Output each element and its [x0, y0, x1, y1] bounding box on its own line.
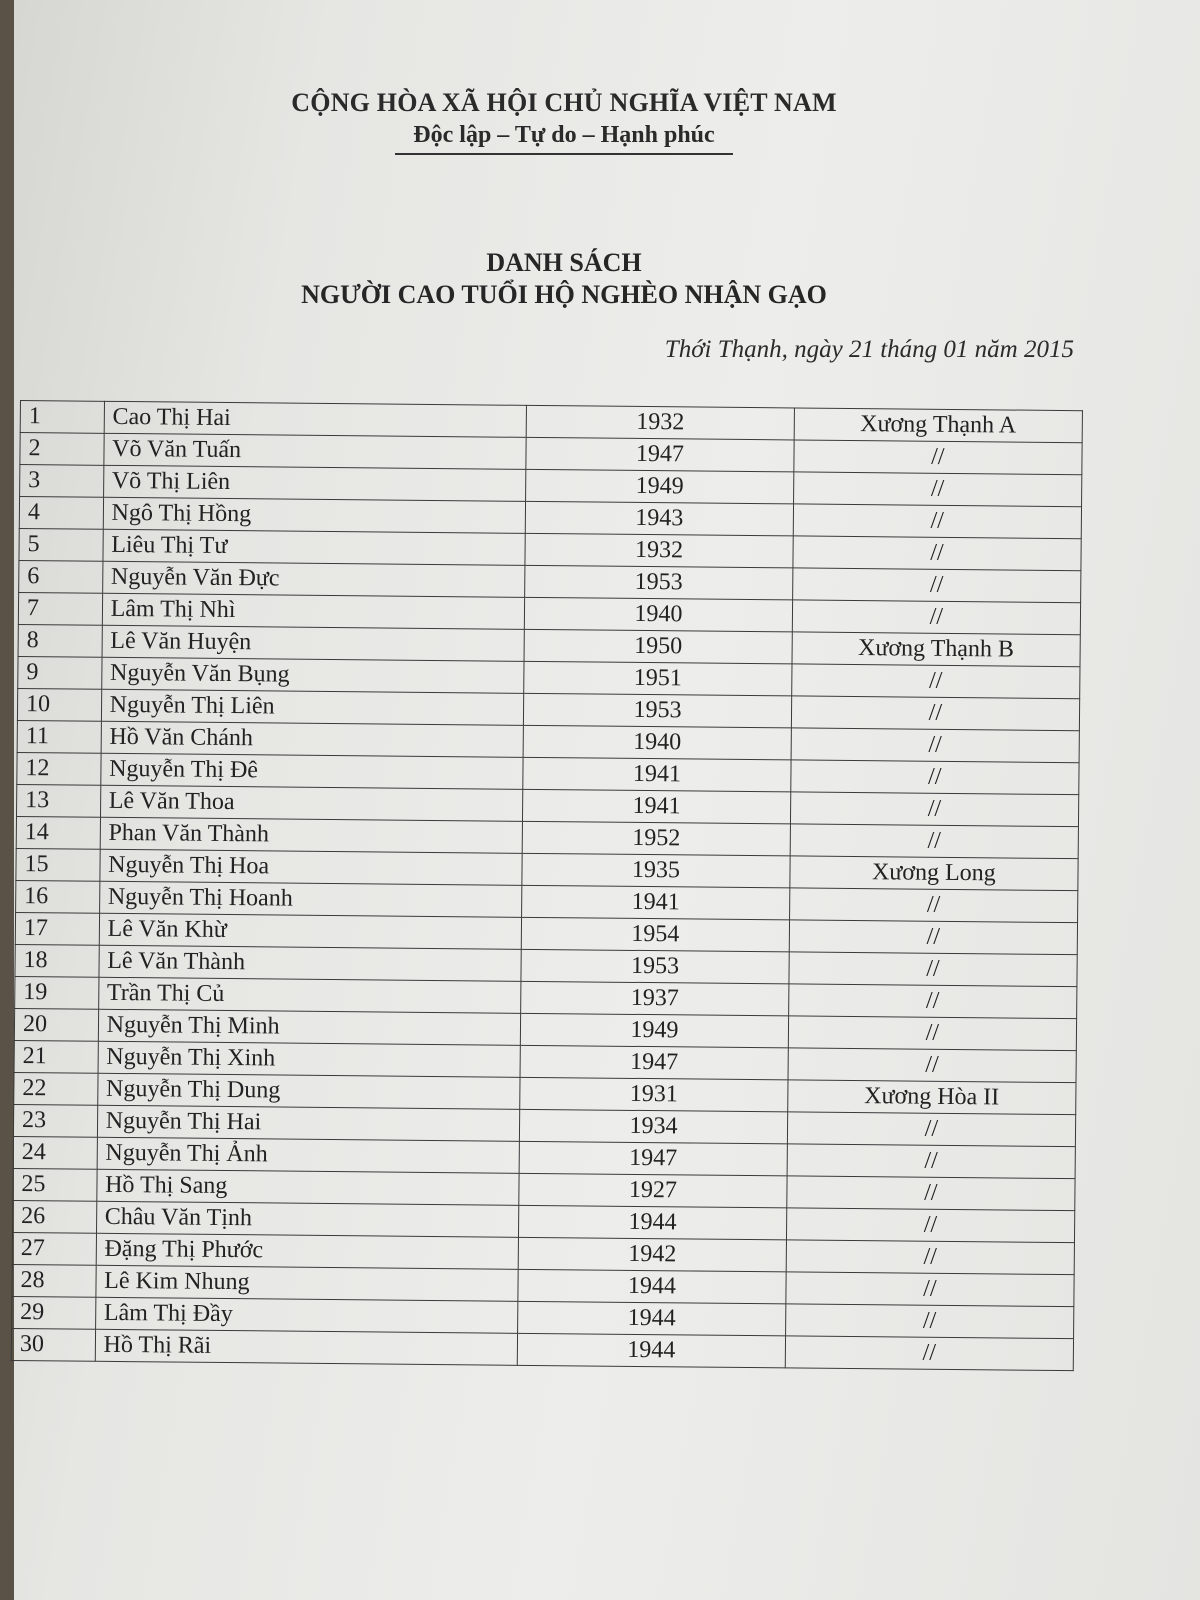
person-name: Lâm Thị Đầy — [95, 1297, 518, 1333]
hamlet-name: // — [786, 1240, 1075, 1275]
title-line-2: NGƯỜI CAO TUỔI HỘ NGHÈO NHẬN GẠO — [301, 280, 827, 309]
row-number: 9 — [18, 656, 102, 689]
birth-year: 1947 — [526, 437, 794, 472]
row-number: 15 — [16, 848, 100, 881]
hamlet-name: Xương Thạnh A — [794, 408, 1083, 443]
hamlet-name: // — [791, 696, 1080, 731]
hamlet-name: // — [789, 920, 1078, 955]
row-number: 5 — [19, 528, 103, 561]
birth-year: 1951 — [524, 661, 792, 696]
birth-year: 1952 — [522, 821, 790, 856]
person-name: Nguyễn Thị Đê — [100, 753, 523, 789]
hamlet-name: // — [791, 760, 1080, 795]
recipient-table — [11, 400, 1083, 1371]
hamlet-name: // — [792, 568, 1081, 603]
row-number: 10 — [17, 688, 101, 721]
row-number: 1 — [20, 401, 104, 434]
place-date-line: Thới Thạnh, ngày 21 tháng 01 năm 2015 — [664, 336, 1074, 363]
hamlet-name: Xương Hòa II — [787, 1080, 1076, 1115]
document-title — [244, 248, 884, 310]
person-name: Nguyễn Văn Bụng — [101, 657, 524, 693]
country-name: CỘNG HÒA XÃ HỘI CHỦ NGHĨA VIỆT NAM — [291, 88, 837, 117]
hamlet-name: // — [787, 1144, 1076, 1179]
hamlet-name: // — [791, 728, 1080, 763]
person-name: Cao Thị Hai — [104, 401, 527, 437]
hamlet-name: // — [789, 888, 1078, 923]
person-name: Võ Thị Liên — [103, 465, 526, 501]
hamlet-name: // — [788, 984, 1077, 1019]
row-number: 16 — [16, 880, 100, 913]
person-name: Ngô Thị Hồng — [103, 497, 526, 533]
row-number: 17 — [15, 912, 99, 945]
person-name: Lê Văn Huyện — [102, 625, 525, 661]
person-name: Nguyễn Thị Xinh — [98, 1041, 521, 1077]
national-header — [244, 88, 884, 155]
hamlet-name: // — [790, 792, 1079, 827]
row-number: 4 — [19, 497, 103, 530]
row-number: 11 — [17, 720, 101, 753]
person-name: Lâm Thị Nhì — [102, 593, 525, 629]
row-number: 12 — [17, 752, 101, 785]
row-number: 21 — [14, 1040, 98, 1073]
row-number: 2 — [20, 433, 104, 466]
person-name: Nguyễn Thị Ảnh — [97, 1137, 520, 1173]
person-name: Châu Văn Tịnh — [96, 1201, 519, 1237]
birth-year: 1944 — [518, 1269, 786, 1304]
hamlet-name: // — [788, 1016, 1077, 1051]
hamlet-name: // — [793, 504, 1082, 539]
hamlet-name: // — [794, 440, 1083, 475]
person-name: Lê Văn Thoa — [100, 785, 523, 821]
row-number: 8 — [18, 624, 102, 657]
person-name: Liêu Thị Tư — [103, 529, 526, 565]
birth-year: 1941 — [522, 885, 790, 920]
birth-year: 1931 — [520, 1077, 788, 1112]
person-name: Hồ Thị Rãi — [95, 1329, 518, 1365]
row-number: 27 — [12, 1232, 96, 1265]
birth-year: 1944 — [519, 1205, 787, 1240]
row-number: 22 — [14, 1072, 98, 1105]
hamlet-name: // — [790, 824, 1079, 859]
row-number: 24 — [13, 1136, 97, 1169]
person-name: Hồ Văn Chánh — [101, 721, 524, 757]
person-name: Lê Văn Khừ — [99, 913, 522, 949]
hamlet-name: // — [793, 472, 1082, 507]
person-name: Nguyễn Văn Đực — [102, 561, 525, 597]
row-number: 23 — [13, 1104, 97, 1137]
birth-year: 1934 — [520, 1109, 788, 1144]
hamlet-name: // — [788, 1048, 1077, 1083]
hamlet-name: // — [785, 1304, 1074, 1339]
row-number: 26 — [13, 1200, 97, 1233]
row-number: 28 — [12, 1264, 96, 1297]
person-name: Lê Văn Thành — [99, 945, 522, 981]
hamlet-name: // — [792, 600, 1081, 635]
row-number: 13 — [17, 784, 101, 817]
row-number: 3 — [20, 465, 104, 498]
hamlet-name: // — [793, 536, 1082, 571]
birth-year: 1935 — [522, 853, 790, 888]
birth-year: 1953 — [524, 693, 792, 728]
person-name: Nguyễn Thị Dung — [97, 1073, 520, 1109]
row-number: 14 — [16, 816, 100, 849]
person-name: Lê Kim Nhung — [96, 1265, 519, 1301]
birth-year: 1947 — [520, 1045, 788, 1080]
row-number: 18 — [15, 944, 99, 977]
birth-year: 1942 — [518, 1237, 786, 1272]
hamlet-name: // — [787, 1176, 1076, 1211]
birth-year: 1950 — [524, 629, 792, 664]
birth-year: 1932 — [525, 533, 793, 568]
birth-year: 1940 — [523, 725, 791, 760]
hamlet-name: // — [785, 1336, 1074, 1371]
person-name: Phan Văn Thành — [100, 817, 523, 853]
hamlet-name: // — [786, 1208, 1075, 1243]
birth-year: 1941 — [523, 789, 791, 824]
birth-year: 1943 — [525, 501, 793, 536]
row-number: 25 — [13, 1168, 97, 1201]
birth-year: 1949 — [526, 469, 794, 504]
row-number: 20 — [14, 1008, 98, 1041]
person-name: Nguyễn Thị Liên — [101, 689, 524, 725]
birth-year: 1947 — [519, 1141, 787, 1176]
birth-year: 1941 — [523, 757, 791, 792]
row-number: 6 — [19, 560, 103, 593]
person-name: Nguyễn Thị Hai — [97, 1105, 520, 1141]
row-number: 7 — [18, 592, 102, 625]
birth-year: 1944 — [517, 1333, 785, 1368]
person-name: Hồ Thị Sang — [96, 1169, 519, 1205]
row-number: 19 — [15, 976, 99, 1009]
title-line-1: DANH SÁCH — [486, 248, 642, 277]
hamlet-name: // — [786, 1272, 1075, 1307]
birth-year: 1954 — [521, 917, 789, 952]
hamlet-name: Xương Thạnh B — [792, 632, 1081, 667]
row-number: 29 — [12, 1296, 96, 1329]
birth-year: 1940 — [525, 597, 793, 632]
person-name: Nguyễn Thị Minh — [98, 1009, 521, 1045]
birth-year: 1932 — [526, 405, 794, 440]
birth-year: 1953 — [525, 565, 793, 600]
person-name: Đặng Thị Phước — [96, 1233, 519, 1269]
birth-year: 1949 — [521, 1013, 789, 1048]
recipient-table-body — [11, 401, 1082, 1371]
birth-year: 1937 — [521, 981, 789, 1016]
birth-year: 1927 — [519, 1173, 787, 1208]
hamlet-name: // — [787, 1112, 1076, 1147]
person-name: Võ Văn Tuấn — [104, 433, 527, 469]
hamlet-name: // — [789, 952, 1078, 987]
person-name: Nguyễn Thị Hoanh — [99, 881, 522, 917]
birth-year: 1953 — [521, 949, 789, 984]
person-name: Nguyễn Thị Hoa — [100, 849, 523, 885]
person-name: Trần Thị Củ — [98, 977, 521, 1013]
national-motto: Độc lập – Tự do – Hạnh phúc — [395, 122, 732, 155]
hamlet-name: Xương Long — [790, 856, 1079, 891]
row-number: 30 — [11, 1328, 95, 1361]
hamlet-name: // — [791, 664, 1080, 699]
birth-year: 1944 — [518, 1301, 786, 1336]
